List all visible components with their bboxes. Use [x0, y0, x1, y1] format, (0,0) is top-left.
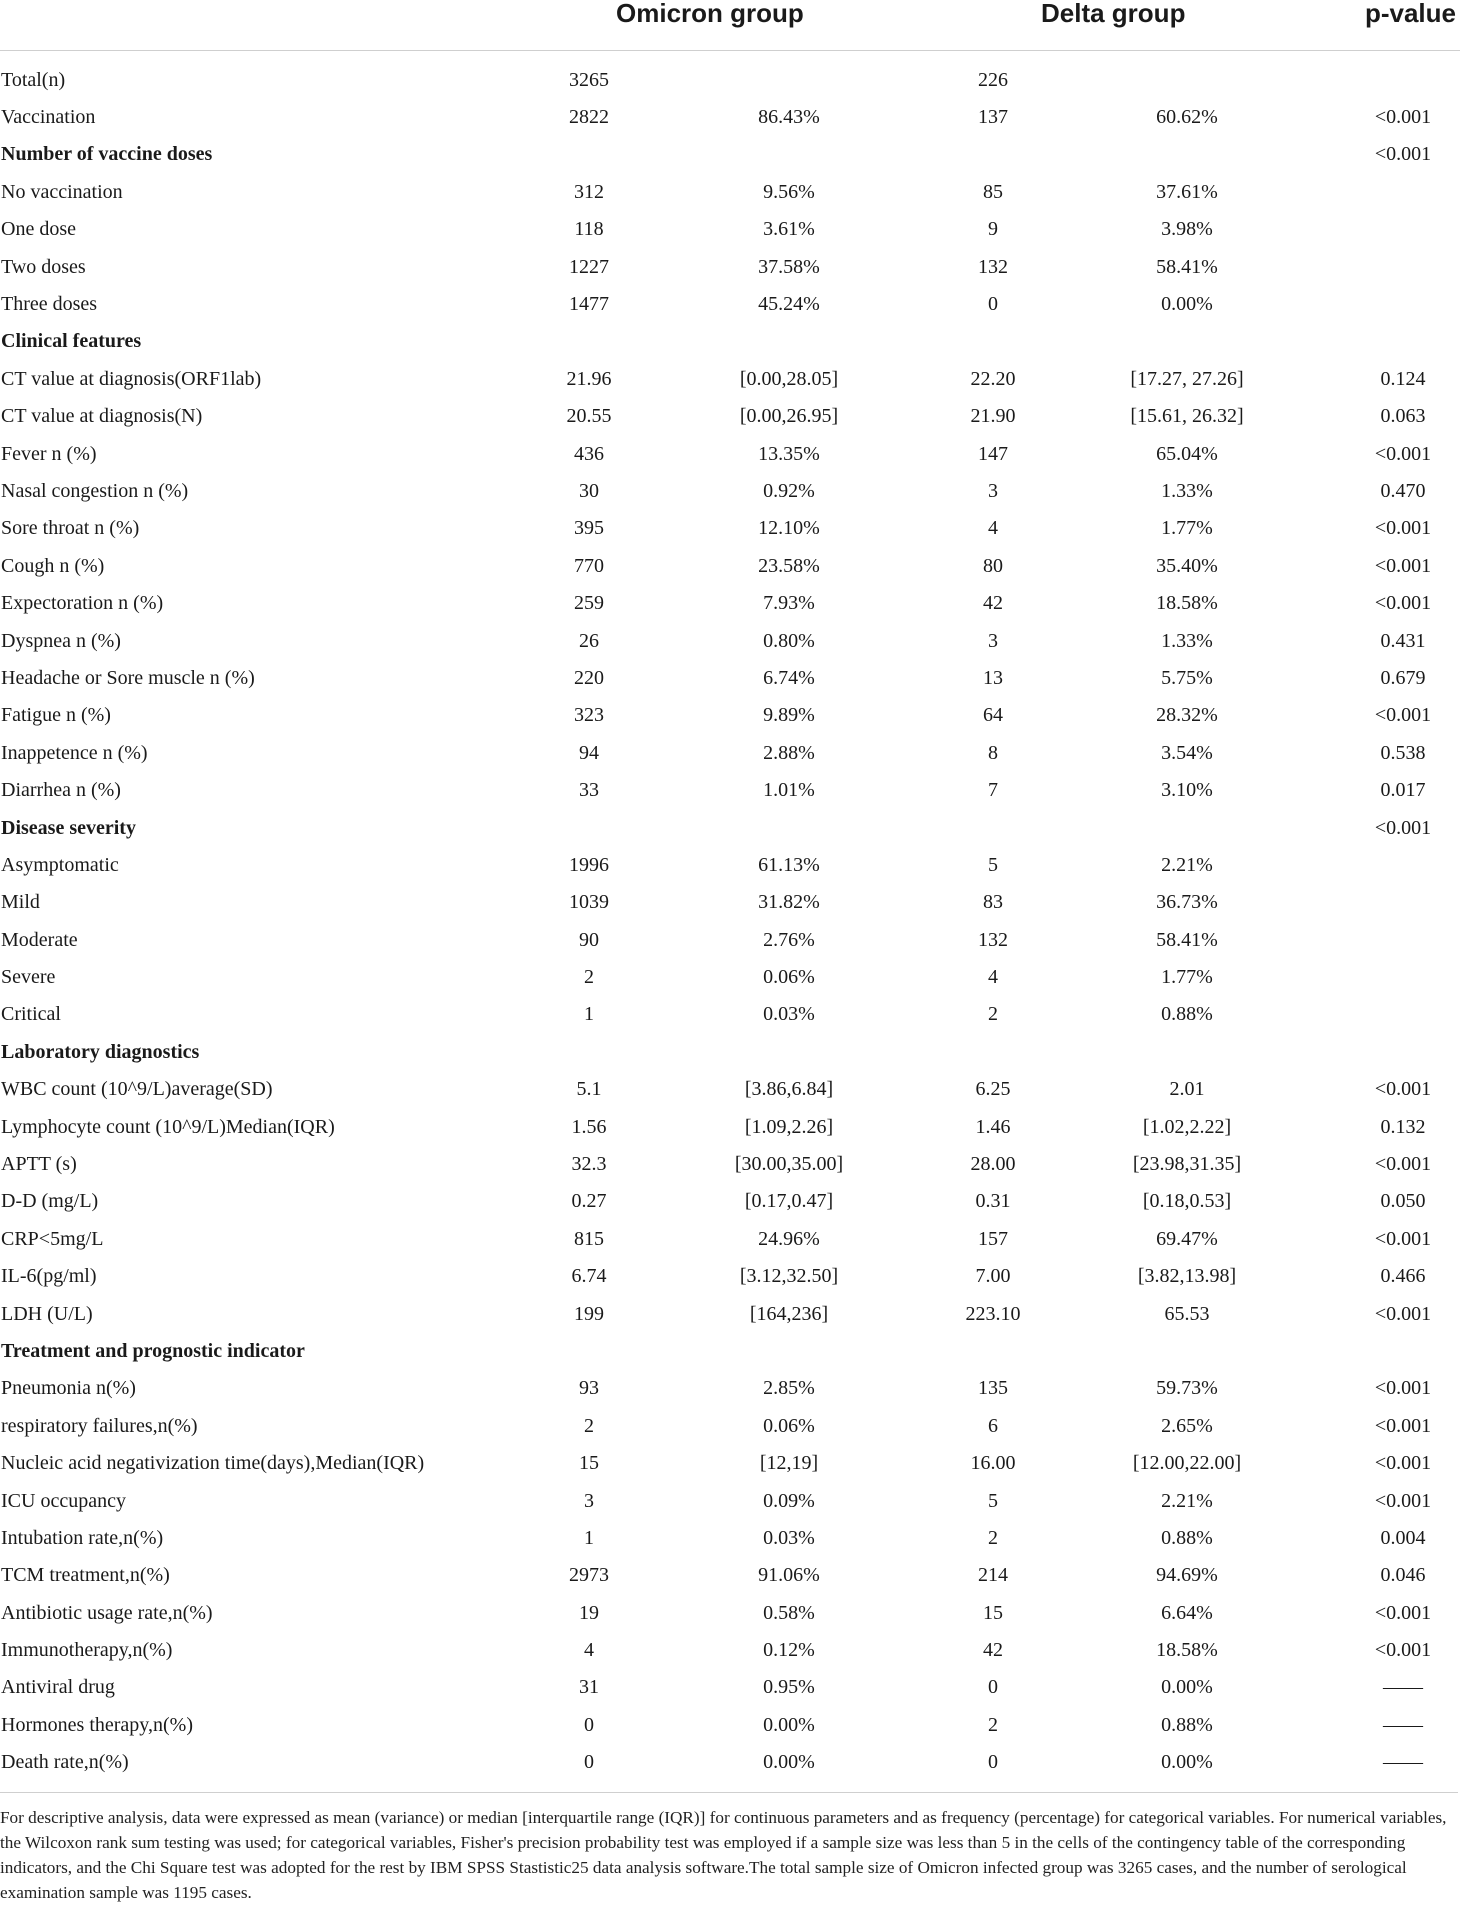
omicron-value-cell: [0.00,28.05] [739, 367, 839, 390]
omicron-count-cell: 1 [584, 1526, 594, 1549]
header-delta-group: Delta group [1041, 0, 1186, 28]
row-label: No vaccination [1, 180, 123, 203]
omicron-value-cell: 0.06% [763, 1414, 815, 1437]
p-value-cell: <0.001 [1374, 517, 1432, 540]
omicron-value-cell: [3.12,32.50] [739, 1265, 839, 1288]
delta-count-cell: 147 [978, 442, 1008, 465]
table-row [0, 173, 1460, 210]
p-value-cell: —— [1383, 1713, 1423, 1736]
row-label: Critical [1, 1003, 61, 1026]
row-label: Pneumonia n(%) [1, 1377, 136, 1400]
omicron-value-cell: [30.00,35.00] [734, 1153, 844, 1176]
delta-value-cell: [17.27, 27.26] [1130, 367, 1244, 390]
omicron-count-cell: 19 [579, 1601, 599, 1624]
delta-count-cell: 157 [978, 1227, 1008, 1250]
delta-count-cell: 80 [983, 554, 1003, 577]
row-label: ICU occupancy [1, 1489, 126, 1512]
delta-count-cell: 1.46 [975, 1115, 1011, 1138]
delta-count-cell: 223.10 [965, 1302, 1021, 1325]
row-label: TCM treatment,n(%) [1, 1564, 170, 1587]
delta-count-cell: 9 [988, 218, 998, 241]
header-omicron-group: Omicron group [616, 0, 804, 28]
row-label: CT value at diagnosis(N) [1, 405, 203, 428]
delta-count-cell: 83 [983, 891, 1003, 914]
delta-value-cell: 0.88% [1161, 1003, 1213, 1026]
table-row [0, 1332, 1460, 1369]
delta-count-cell: 0 [988, 293, 998, 316]
delta-count-cell: 7.00 [975, 1265, 1011, 1288]
omicron-value-cell: [12,19] [759, 1452, 819, 1475]
omicron-count-cell: 815 [574, 1227, 604, 1250]
p-value-cell: —— [1383, 1751, 1423, 1774]
delta-value-cell: 65.53 [1164, 1302, 1210, 1325]
omicron-value-cell: [0.00,26.95] [739, 405, 839, 428]
omicron-count-cell: 93 [579, 1377, 599, 1400]
omicron-count-cell: 4 [584, 1639, 594, 1662]
row-label: Vaccination [1, 106, 96, 129]
row-label: LDH (U/L) [1, 1302, 93, 1325]
delta-count-cell: 6 [988, 1414, 998, 1437]
omicron-count-cell: 26 [579, 629, 599, 652]
omicron-count-cell: 33 [579, 779, 599, 802]
omicron-value-cell: 0.92% [763, 479, 815, 502]
table-row [0, 472, 1460, 509]
table-row [0, 1669, 1460, 1706]
omicron-count-cell: 1039 [569, 891, 609, 914]
omicron-value-cell: 6.74% [763, 666, 815, 689]
omicron-count-cell: 5.1 [576, 1078, 602, 1101]
delta-count-cell: 15 [983, 1601, 1003, 1624]
omicron-value-cell: 31.82% [758, 891, 820, 914]
p-value-cell: 0.538 [1380, 741, 1426, 764]
delta-value-cell: 65.04% [1156, 442, 1218, 465]
omicron-count-cell: 220 [574, 666, 604, 689]
p-value-cell: <0.001 [1374, 592, 1432, 615]
omicron-value-cell: 12.10% [758, 517, 820, 540]
delta-value-cell: 0.00% [1161, 293, 1213, 316]
delta-value-cell: 2.21% [1161, 1489, 1213, 1512]
row-label: Antibiotic usage rate,n(%) [1, 1601, 213, 1624]
delta-value-cell: [3.82,13.98] [1137, 1265, 1237, 1288]
delta-count-cell: 0 [988, 1676, 998, 1699]
row-label: Nasal congestion n (%) [1, 479, 189, 502]
omicron-value-cell: 0.80% [763, 629, 815, 652]
omicron-count-cell: 199 [574, 1302, 604, 1325]
delta-count-cell: 4 [988, 517, 998, 540]
p-value-cell: 0.679 [1380, 666, 1426, 689]
table-row [0, 1183, 1460, 1220]
table-row [0, 285, 1460, 322]
delta-count-cell: 42 [983, 592, 1003, 615]
omicron-count-cell: 3265 [569, 68, 609, 91]
p-value-cell: <0.001 [1374, 1302, 1432, 1325]
table-row [0, 1482, 1460, 1519]
p-value-cell: <0.001 [1374, 1639, 1432, 1662]
row-label: One dose [1, 218, 76, 241]
omicron-value-cell: 23.58% [758, 554, 820, 577]
omicron-value-cell: 86.43% [758, 106, 820, 129]
row-label: CT value at diagnosis(ORF1lab) [1, 367, 262, 390]
row-label: Dyspnea n (%) [1, 629, 121, 652]
delta-count-cell: 8 [988, 741, 998, 764]
omicron-value-cell: 45.24% [758, 293, 820, 316]
table-row [0, 1407, 1460, 1444]
delta-value-cell: 5.75% [1161, 666, 1213, 689]
table-row [0, 1557, 1460, 1594]
delta-count-cell: 132 [978, 928, 1008, 951]
omicron-value-cell: [0.17,0.47] [744, 1190, 834, 1213]
delta-value-cell: 0.88% [1161, 1526, 1213, 1549]
table-row [0, 771, 1460, 808]
table-row [0, 1145, 1460, 1182]
table-row [0, 1444, 1460, 1481]
omicron-value-cell: 0.58% [763, 1601, 815, 1624]
table-row [0, 510, 1460, 547]
p-value-cell: 0.132 [1380, 1115, 1426, 1138]
p-value-cell: 0.046 [1380, 1564, 1426, 1587]
row-label: Diarrhea n (%) [1, 779, 121, 802]
p-value-cell: <0.001 [1374, 1227, 1432, 1250]
omicron-count-cell: 3 [584, 1489, 594, 1512]
table-row [0, 921, 1460, 958]
table-row [0, 1744, 1460, 1781]
omicron-count-cell: 436 [574, 442, 604, 465]
delta-count-cell: 132 [978, 255, 1008, 278]
omicron-value-cell: 13.35% [758, 442, 820, 465]
row-label: Sore throat n (%) [1, 517, 140, 540]
delta-value-cell: 35.40% [1156, 554, 1218, 577]
p-value-cell: 0.466 [1380, 1265, 1426, 1288]
omicron-value-cell: 2.88% [763, 741, 815, 764]
delta-value-cell: [23.98,31.35] [1132, 1153, 1242, 1176]
row-label: Cough n (%) [1, 554, 105, 577]
table-row [0, 622, 1460, 659]
row-label: Lymphocyte count (10^9/L)Median(IQR) [1, 1115, 335, 1138]
header-p-value: p-value [1364, 0, 1456, 28]
row-label: APTT (s) [1, 1153, 77, 1176]
p-value-cell: 0.004 [1380, 1526, 1426, 1549]
omicron-value-cell: 24.96% [758, 1227, 820, 1250]
table-footnote: For descriptive analysis, data were expressed as mean (variance) or median [interquartile range (IQR)] for continuous parameters and as frequency (percentage) for categorical variables. For numerical variables, the Wilcoxon rank sum testing was used; for categorical variables, Fisher's precision probability test was employed if a sample size was less than 5 in the cells of the contingency table of the corresponding indicators, and the Chi Square test was adopted for the rest by IBM SPSS Stastistic25 data analysis software.The total sample size of Omicron infected group was 3265 cases, and the number of serological examination sample was 1195 cases. [0, 1792, 1458, 1905]
delta-count-cell: 3 [988, 479, 998, 502]
omicron-count-cell: 2973 [569, 1564, 609, 1587]
table-row [0, 1033, 1460, 1070]
table-row [0, 1071, 1460, 1108]
omicron-value-cell: 0.03% [763, 1003, 815, 1026]
table-header-row [0, 0, 1460, 51]
p-value-cell: <0.001 [1374, 1601, 1432, 1624]
table-row [0, 1706, 1460, 1743]
omicron-value-cell: 37.58% [758, 255, 820, 278]
omicron-value-cell: 0.03% [763, 1526, 815, 1549]
table-row [0, 1631, 1460, 1668]
omicron-count-cell: 6.74 [571, 1265, 607, 1288]
p-value-cell: <0.001 [1374, 1078, 1432, 1101]
omicron-count-cell: 30 [579, 479, 599, 502]
delta-value-cell: [12.00,22.00] [1132, 1452, 1242, 1475]
p-value-cell: <0.001 [1374, 554, 1432, 577]
omicron-count-cell: 2 [584, 966, 594, 989]
delta-count-cell: 22.20 [970, 367, 1016, 390]
p-value-cell: 0.050 [1380, 1190, 1426, 1213]
omicron-count-cell: 312 [574, 180, 604, 203]
delta-value-cell: 58.41% [1156, 928, 1218, 951]
omicron-count-cell: 1227 [569, 255, 609, 278]
table-row [0, 398, 1460, 435]
row-label: Moderate [1, 928, 78, 951]
table-row [0, 1370, 1460, 1407]
table-row [0, 884, 1460, 921]
omicron-value-cell: 0.95% [763, 1676, 815, 1699]
row-label: Asymptomatic [1, 853, 119, 876]
table-row [0, 958, 1460, 995]
delta-count-cell: 21.90 [970, 405, 1016, 428]
delta-count-cell: 2 [988, 1003, 998, 1026]
p-value-cell: 0.470 [1380, 479, 1426, 502]
delta-value-cell: 3.10% [1161, 779, 1213, 802]
p-value-cell: <0.001 [1374, 1452, 1432, 1475]
delta-value-cell: 1.33% [1161, 479, 1213, 502]
omicron-value-cell: 0.12% [763, 1639, 815, 1662]
row-label: Three doses [1, 293, 98, 316]
delta-value-cell: 1.77% [1161, 966, 1213, 989]
omicron-count-cell: 21.96 [566, 367, 612, 390]
omicron-count-cell: 1 [584, 1003, 594, 1026]
row-label: CRP<5mg/L [1, 1227, 104, 1250]
omicron-value-cell: 0.00% [763, 1751, 815, 1774]
omicron-count-cell: 94 [579, 741, 599, 764]
omicron-count-cell: 259 [574, 592, 604, 615]
delta-value-cell: [0.18,0.53] [1142, 1190, 1232, 1213]
row-label: Total(n) [1, 68, 66, 91]
delta-count-cell: 137 [978, 106, 1008, 129]
p-value-cell: <0.001 [1374, 143, 1432, 166]
delta-value-cell: 2.21% [1161, 853, 1213, 876]
section-heading: Treatment and prognostic indicator [1, 1339, 305, 1362]
delta-count-cell: 2 [988, 1713, 998, 1736]
p-value-cell: <0.001 [1374, 1153, 1432, 1176]
delta-value-cell: 28.32% [1156, 704, 1218, 727]
row-label: Inappetence n (%) [1, 741, 148, 764]
p-value-cell: 0.063 [1380, 405, 1426, 428]
omicron-value-cell: 2.76% [763, 928, 815, 951]
table-row [0, 809, 1460, 846]
omicron-value-cell: 0.09% [763, 1489, 815, 1512]
omicron-count-cell: 770 [574, 554, 604, 577]
delta-count-cell: 42 [983, 1639, 1003, 1662]
delta-value-cell: [1.02,2.22] [1142, 1115, 1232, 1138]
delta-count-cell: 135 [978, 1377, 1008, 1400]
row-label: Death rate,n(%) [1, 1751, 129, 1774]
delta-value-cell: 18.58% [1156, 1639, 1218, 1662]
delta-count-cell: 7 [988, 779, 998, 802]
delta-count-cell: 0.31 [975, 1190, 1011, 1213]
row-label: Fever n (%) [1, 442, 97, 465]
delta-count-cell: 0 [988, 1751, 998, 1774]
p-value-cell: —— [1383, 1676, 1423, 1699]
table-row [0, 1519, 1460, 1556]
delta-count-cell: 3 [988, 629, 998, 652]
table-row [0, 1108, 1460, 1145]
delta-count-cell: 6.25 [975, 1078, 1011, 1101]
omicron-count-cell: 90 [579, 928, 599, 951]
delta-value-cell: 2.65% [1161, 1414, 1213, 1437]
table-row [0, 61, 1460, 98]
delta-value-cell: 3.54% [1161, 741, 1213, 764]
omicron-value-cell: 1.01% [763, 779, 815, 802]
delta-value-cell: 58.41% [1156, 255, 1218, 278]
section-heading: Laboratory diagnostics [1, 1040, 200, 1063]
omicron-count-cell: 1.56 [571, 1115, 607, 1138]
omicron-count-cell: 0.27 [571, 1190, 607, 1213]
delta-count-cell: 64 [983, 704, 1003, 727]
table-row [0, 1258, 1460, 1295]
row-label: Immunotherapy,n(%) [1, 1639, 173, 1662]
p-value-cell: <0.001 [1374, 1489, 1432, 1512]
delta-value-cell: 59.73% [1156, 1377, 1218, 1400]
omicron-count-cell: 2 [584, 1414, 594, 1437]
table-row [0, 659, 1460, 696]
delta-count-cell: 28.00 [970, 1153, 1016, 1176]
p-value-cell: 0.017 [1380, 779, 1426, 802]
omicron-value-cell: 0.00% [763, 1713, 815, 1736]
omicron-value-cell: 61.13% [758, 853, 820, 876]
p-value-cell: 0.124 [1380, 367, 1426, 390]
omicron-value-cell: 3.61% [763, 218, 815, 241]
table-row [0, 211, 1460, 248]
table-row [0, 996, 1460, 1033]
delta-value-cell: 6.64% [1161, 1601, 1213, 1624]
delta-count-cell: 5 [988, 1489, 998, 1512]
section-heading: Clinical features [1, 330, 142, 353]
delta-count-cell: 5 [988, 853, 998, 876]
table-row [0, 1594, 1460, 1631]
delta-value-cell: 0.88% [1161, 1713, 1213, 1736]
p-value-cell: <0.001 [1374, 1414, 1432, 1437]
row-label: Hormones therapy,n(%) [1, 1713, 193, 1736]
delta-value-cell: 37.61% [1156, 180, 1218, 203]
table-row [0, 547, 1460, 584]
delta-count-cell: 2 [988, 1526, 998, 1549]
delta-count-cell: 85 [983, 180, 1003, 203]
delta-value-cell: 60.62% [1156, 106, 1218, 129]
table-row [0, 435, 1460, 472]
omicron-count-cell: 1477 [569, 293, 609, 316]
table-row [0, 360, 1460, 397]
p-value-cell: <0.001 [1374, 442, 1432, 465]
omicron-value-cell: 7.93% [763, 592, 815, 615]
row-label: IL-6(pg/ml) [1, 1265, 97, 1288]
table-row [0, 846, 1460, 883]
delta-value-cell: [15.61, 26.32] [1130, 405, 1244, 428]
delta-value-cell: 0.00% [1161, 1751, 1213, 1774]
omicron-count-cell: 0 [584, 1713, 594, 1736]
table-row [0, 1295, 1460, 1332]
delta-count-cell: 214 [978, 1564, 1008, 1587]
omicron-value-cell: 9.56% [763, 180, 815, 203]
omicron-value-cell: [1.09,2.26] [744, 1115, 834, 1138]
delta-value-cell: 1.77% [1161, 517, 1213, 540]
p-value-cell: <0.001 [1374, 106, 1432, 129]
p-value-cell: <0.001 [1374, 1377, 1432, 1400]
omicron-count-cell: 0 [584, 1751, 594, 1774]
delta-count-cell: 13 [983, 666, 1003, 689]
table-row [0, 584, 1460, 621]
p-value-cell: 0.431 [1380, 629, 1426, 652]
table-row [0, 734, 1460, 771]
omicron-count-cell: 395 [574, 517, 604, 540]
delta-value-cell: 0.00% [1161, 1676, 1213, 1699]
omicron-value-cell: 9.89% [763, 704, 815, 727]
p-value-cell: <0.001 [1374, 816, 1432, 839]
row-label: Headache or Sore muscle n (%) [1, 666, 255, 689]
omicron-count-cell: 32.3 [571, 1153, 607, 1176]
omicron-count-cell: 118 [574, 218, 604, 241]
row-label: WBC count (10^9/L)average(SD) [1, 1078, 273, 1101]
omicron-count-cell: 323 [574, 704, 604, 727]
p-value-cell: <0.001 [1374, 704, 1432, 727]
delta-value-cell: 2.01 [1169, 1078, 1205, 1101]
row-label: Intubation rate,n(%) [1, 1526, 164, 1549]
omicron-count-cell: 2822 [569, 106, 609, 129]
table-row [0, 697, 1460, 734]
delta-count-cell: 226 [978, 68, 1008, 91]
row-label: Fatigue n (%) [1, 704, 111, 727]
omicron-value-cell: 0.06% [763, 966, 815, 989]
delta-value-cell: 1.33% [1161, 629, 1213, 652]
delta-value-cell: 69.47% [1156, 1227, 1218, 1250]
row-label: Antiviral drug [1, 1676, 115, 1699]
table-row [0, 1220, 1460, 1257]
delta-value-cell: 36.73% [1156, 891, 1218, 914]
omicron-count-cell: 20.55 [566, 405, 612, 428]
omicron-value-cell: [3.86,6.84] [744, 1078, 834, 1101]
table-row [0, 248, 1460, 285]
delta-count-cell: 4 [988, 966, 998, 989]
omicron-count-cell: 31 [579, 1676, 599, 1699]
omicron-value-cell: [164,236] [749, 1302, 829, 1325]
table-body [0, 61, 1460, 1781]
omicron-count-cell: 1996 [569, 853, 609, 876]
section-heading: Number of vaccine doses [1, 143, 213, 166]
table-row [0, 98, 1460, 135]
omicron-value-cell: 2.85% [763, 1377, 815, 1400]
omicron-count-cell: 15 [579, 1452, 599, 1475]
omicron-value-cell: 91.06% [758, 1564, 820, 1587]
row-label: Mild [1, 891, 40, 914]
row-label: respiratory failures,n(%) [1, 1414, 198, 1437]
table-row [0, 136, 1460, 173]
delta-value-cell: 94.69% [1156, 1564, 1218, 1587]
delta-value-cell: 18.58% [1156, 592, 1218, 615]
row-label: D-D (mg/L) [1, 1190, 99, 1213]
delta-value-cell: 3.98% [1161, 218, 1213, 241]
delta-count-cell: 16.00 [970, 1452, 1016, 1475]
section-heading: Disease severity [1, 816, 136, 839]
row-label: Two doses [1, 255, 86, 278]
row-label: Nucleic acid negativization time(days),Median(IQR) [1, 1452, 425, 1475]
row-label: Expectoration n (%) [1, 592, 164, 615]
row-label: Severe [1, 966, 56, 989]
table-row [0, 323, 1460, 360]
